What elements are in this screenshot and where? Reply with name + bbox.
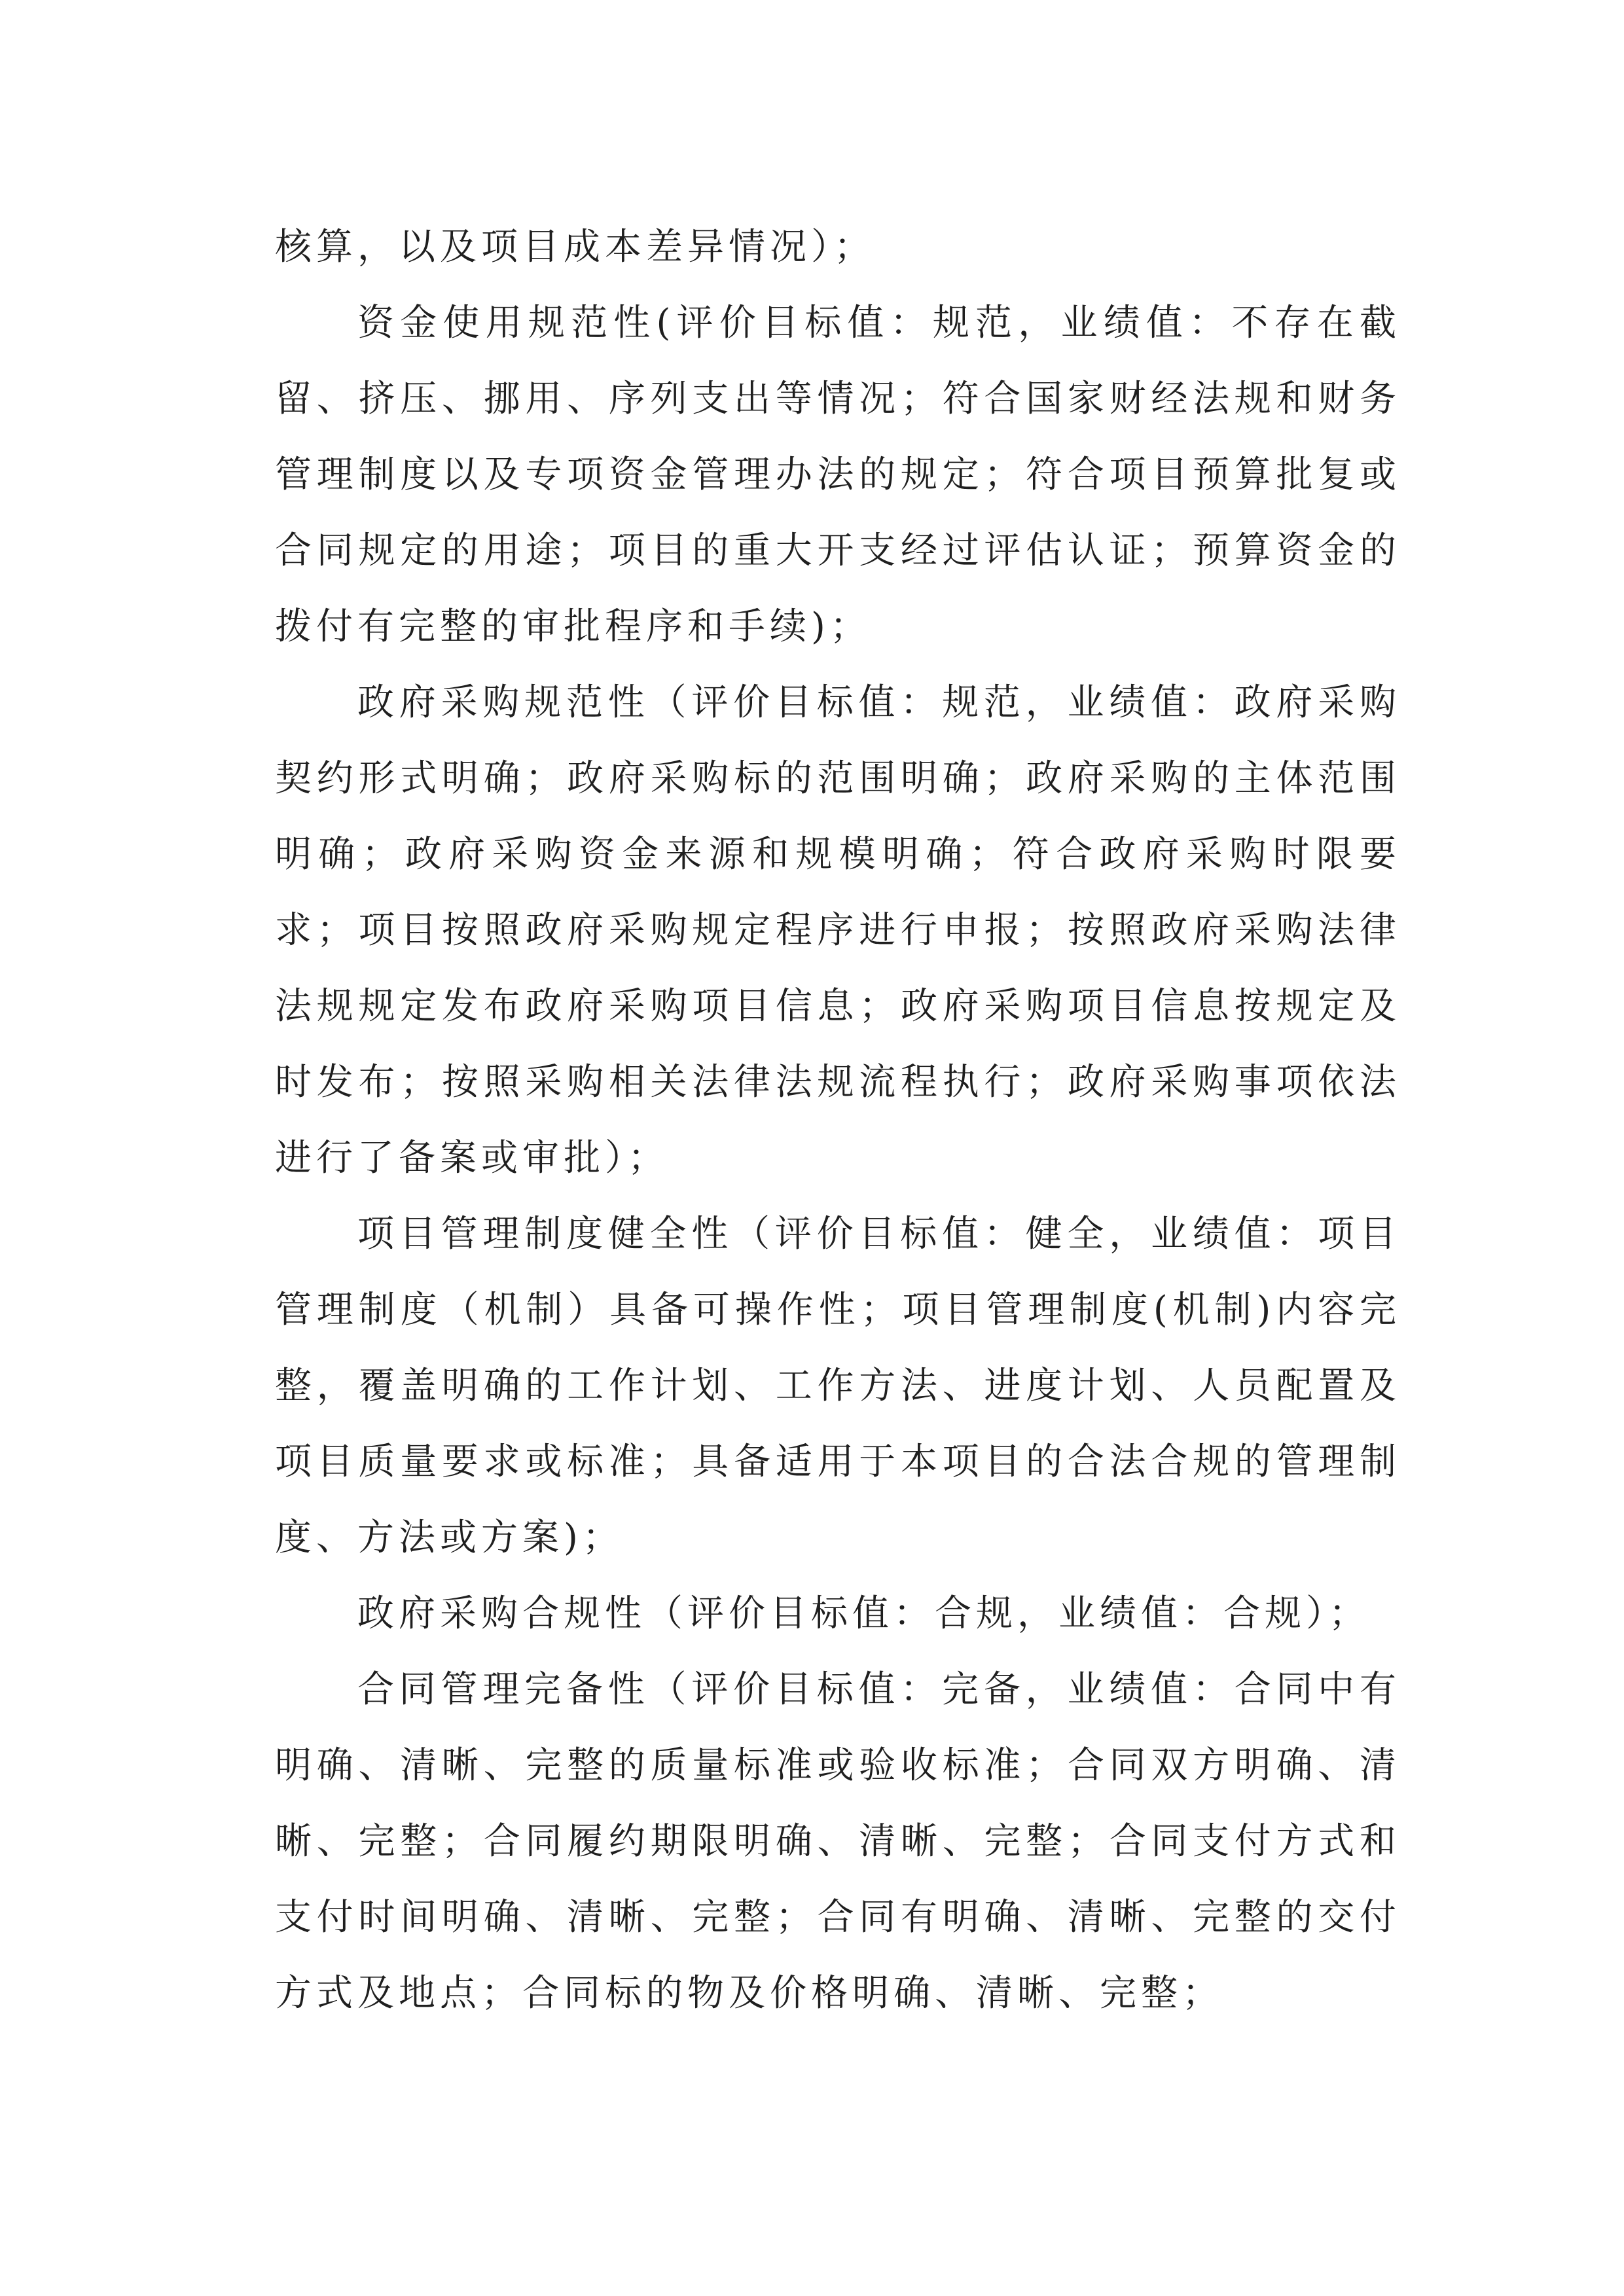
paragraph-management-system: 项目管理制度健全性（评价目标值：健全，业绩值：项目管理制度（机制）具备可操作性；项目管理制度(机制)内容完整，覆盖明确的工作计划、工作方法、进度计划、人员配置及项目质量要求或标准；具备适用于本项目的合法合规的管理制度、方法或方案)； bbox=[275, 1213, 1401, 1559]
paragraph-procurement-compliance: 政府采购合规性（评价目标值：合规，业绩值：合规）； bbox=[357, 1592, 1370, 1635]
paragraph-cost-accounting: 核算，以及项目成本差异情况）； bbox=[275, 226, 875, 268]
paragraph-contract-management: 合同管理完备性（评价目标值：完备，业绩值：合同中有明确、清晰、完整的质量标准或验收标准；合同双方明确、清晰、完整；合同履约期限明确、清晰、完整；合同支付方式和支付时间明确、清晰、完整；合同有明确、清晰、完整的交付方式及地点；合同标的物及价格明确、清晰、完整； bbox=[275, 1668, 1401, 2015]
body-text bbox=[275, 209, 1401, 2032]
paragraph-fund-usage: 资金使用规范性(评价目标值：规范，业绩值：不存在截留、挤压、挪用、序列支出等情况；符合国家财经法规和财务管理制度以及专项资金管理办法的规定；符合项目预算批复或合同规定的用途；项目的重大开支经过评估认证；预算资金的拨付有完整的审批程序和手续)； bbox=[275, 302, 1401, 648]
paragraph-procurement-standard: 政府采购规范性（评价目标值：规范，业绩值：政府采购契约形式明确；政府采购标的范围明确；政府采购的主体范围明确；政府采购资金来源和规模明确；符合政府采购时限要求；项目按照政府采购规定程序进行申报；按照政府采购法律法规规定发布政府采购项目信息；政府采购项目信息按规定及时发布；按照采购相关法律法规流程执行；政府采购事项依法进行了备案或审批）； bbox=[275, 681, 1401, 1179]
